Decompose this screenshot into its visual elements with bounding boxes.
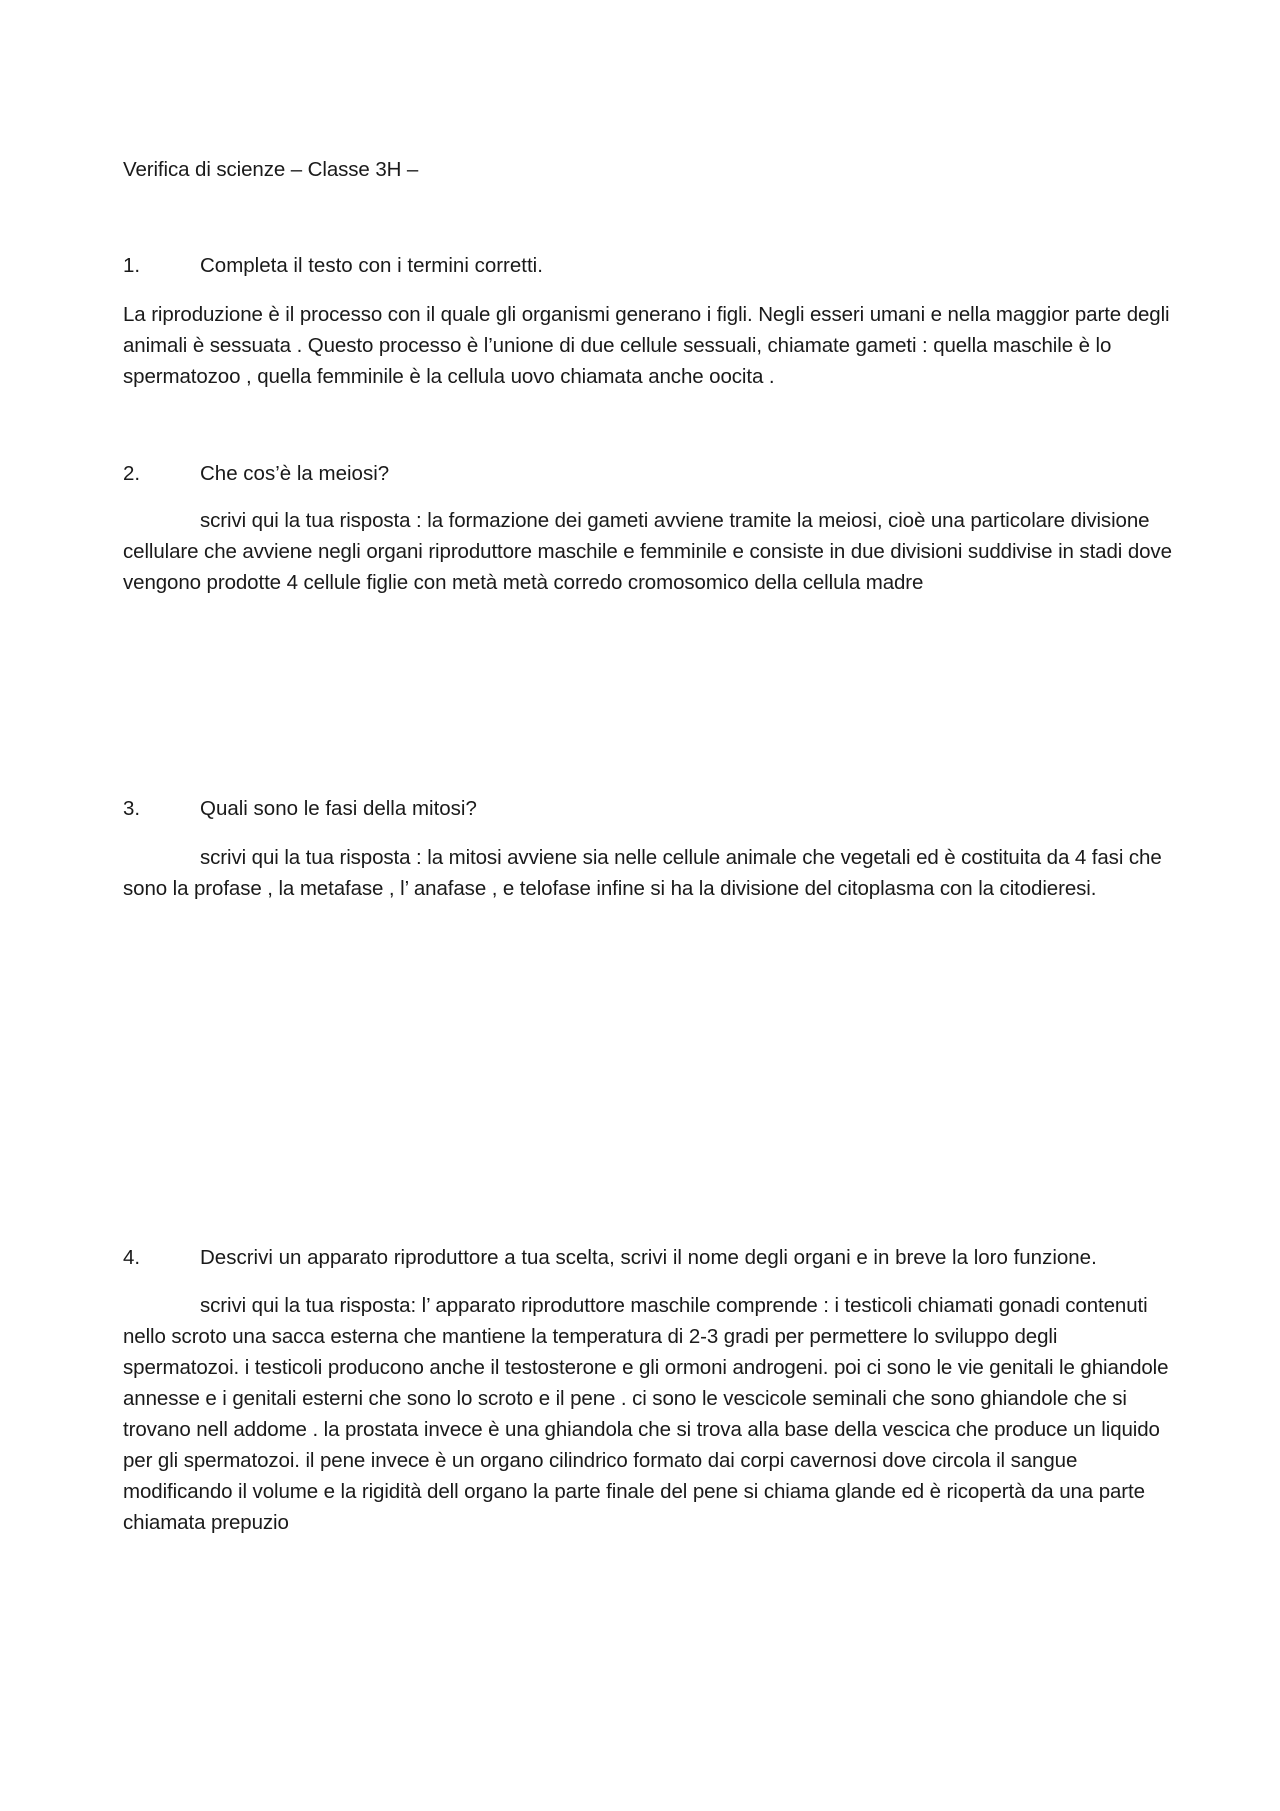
document-title: Verifica di scienze – Classe 3H – <box>123 158 419 181</box>
question-2-number: 2. <box>123 462 141 485</box>
question-2-prompt: Che cos’è la meiosi? <box>200 462 390 485</box>
question-2-answer: scrivi qui la tua risposta : la formazione dei gameti avviene tramite la meiosi, cioè una particolare divisione cellulare che avviene negli organi riproduttore maschile e femminile e consiste in due divisioni suddivise in stadi dove vengono prodotte 4 cellule figlie con metà metà corredo cromosomico della cellula madre <box>123 509 1172 594</box>
question-3-answer: scrivi qui la tua risposta : la mitosi avviene sia nelle cellule animale che vegetali ed è costituita da 4 fasi che sono la profase , la metafase , l’ anafase , e telofase infine si ha la divisione del citoplasma con la citodieresi. <box>123 846 1162 900</box>
question-4-answer: scrivi qui la tua risposta: l’ apparato riproduttore maschile comprende : i testicoli chiamati gonadi contenuti nello scroto una sacca esterna che mantiene la temperatura di 2-3 gradi per permettere lo sviluppo degli spermatozoi. i testicoli producono anche il testosterone e gli ormoni androgeni. poi ci sono le vie genitali le ghiandole annesse e i genitali esterni che sono lo scroto e il pene . ci sono le vescicole seminali che sono ghiandole che si trovano nell addome . la prostata invece è una ghiandola che si trova alla base della vescica che produce un liquido per gli spermatozoi. il pene invece è un organo cilindrico formato dai corpi cavernosi dove circola il sangue modificando il volume e la rigidità dell organo la parte finale del pene si chiama glande ed è ricopertà da una parte chiamata prepuzio <box>123 1294 1169 1534</box>
question-3-heading <box>123 793 1183 824</box>
question-4-heading <box>123 1242 1183 1273</box>
question-3-number: 3. <box>123 797 141 820</box>
question-1-answer: La riproduzione è il processo con il quale gli organismi generano i figli. Negli esseri umani e nella maggior parte degli animali è sessuata . Questo processo è l’unione di due cellule sessuali, chiamate gameti : quella maschile è lo spermatozoo , quella femminile è la cellula uovo chiamata anche oocita . <box>123 303 1170 388</box>
question-2-heading <box>123 458 1183 489</box>
question-1-prompt: Completa il testo con i termini corretti. <box>200 254 543 277</box>
question-4-prompt: Descrivi un apparato riproduttore a tua scelta, scrivi il nome degli organi e in breve la loro funzione. <box>200 1246 1097 1269</box>
question-1-heading <box>123 250 1183 281</box>
question-4-number: 4. <box>123 1246 141 1269</box>
question-3-prompt: Quali sono le fasi della mitosi? <box>200 797 477 820</box>
question-1-number: 1. <box>123 254 141 277</box>
